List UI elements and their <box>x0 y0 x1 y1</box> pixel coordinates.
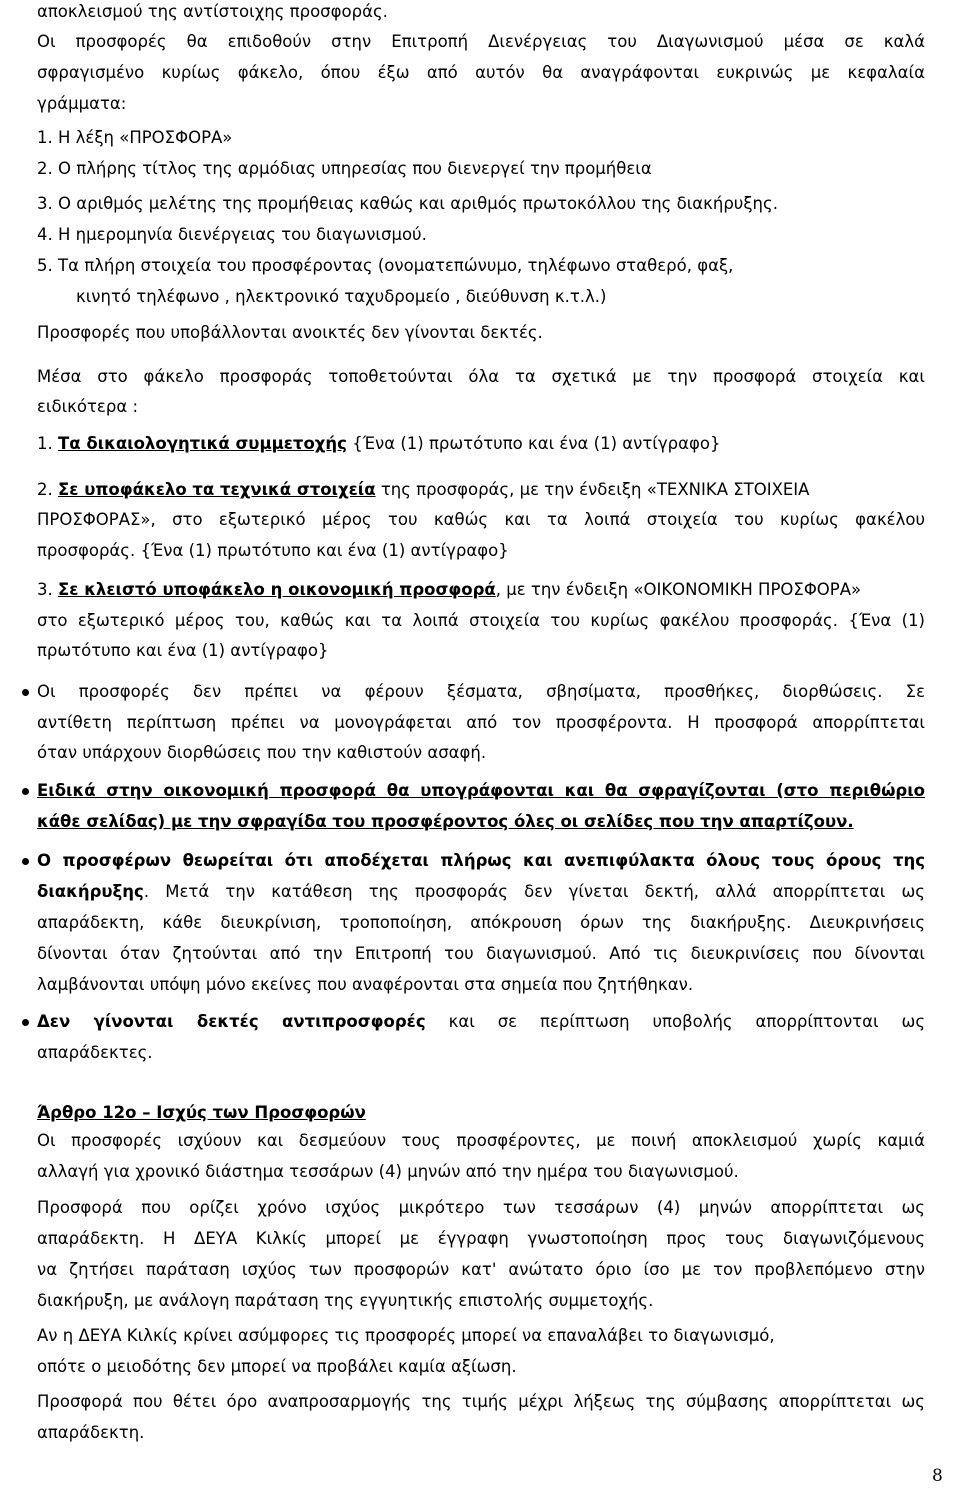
paragraph: να ζητήσει παράταση ισχύος των προσφορών κατ' ανώτατο όριο ίσο με τον προβλεπόμενο στην <box>37 1260 925 1279</box>
paragraph: Προσφορά που θέτει όρο αναπροσαρμογής της τιμής μέχρι λήξεως της σύμβασης απορρίπτεται ως <box>37 1392 925 1411</box>
paragraph: ειδικότερα : <box>37 397 139 416</box>
article-heading: Άρθρο 12ο – Ισχύς των Προσφορών <box>37 1103 366 1122</box>
text-line: αποκλεισμού της αντίστοιχης προσφοράς. <box>37 2 388 21</box>
bullet-text: αντίθετη περίπτωση πρέπει να μονογράφεται από τον προσφέροντα. Η προσφορά απορρίπτεται <box>37 713 925 732</box>
bullet-icon <box>22 788 29 795</box>
text-line: πρωτότυπο και ένα (1) αντίγραφο} <box>37 641 329 660</box>
item-text: {Ένα (1) πρωτότυπο και ένα (1) αντίγραφο} <box>346 434 721 453</box>
bullet-icon <box>22 689 29 696</box>
list-item: 2. Ο πλήρης τίτλος της αρμόδιας υπηρεσίας που διενεργεί την προμήθεια <box>37 159 652 178</box>
text-line: προσφοράς. {Ένα (1) πρωτότυπο και ένα (1) αντίγραφο} <box>37 541 509 560</box>
paragraph: Αν η ΔΕΥΑ Κιλκίς κρίνει ασύμφορες τις προσφορές μπορεί να επαναλάβει το διαγωνισμό, <box>37 1326 775 1345</box>
paragraph: αλλαγή για χρονικό διάστημα τεσσάρων (4) μηνών από την ημέρα του διαγωνισμού. <box>37 1162 739 1181</box>
bullet-text: όταν υπάρχουν διορθώσεις που την καθιστούν ασαφή. <box>37 743 487 762</box>
text-line: ΠΡΟΣΦΟΡΑΣ», στο εξωτερικό μέρος του καθώς και τα λοιπά στοιχεία του κυρίως φακέλου <box>37 510 925 529</box>
list-item: 4. Η ημερομηνία διενέργειας του διαγωνισμού. <box>37 225 427 244</box>
page-number: 8 <box>932 1466 943 1486</box>
item-title: Τα δικαιολογητικά συμμετοχής <box>58 434 347 453</box>
bullet-text <box>37 1012 925 1032</box>
text-line: σφραγισμένο κυρίως φάκελο, όπου έξω από αυτόν θα αναγράφονται ευκρινώς με κεφαλαία <box>37 63 925 82</box>
bold-text: διακήρυξης <box>37 882 144 901</box>
bullet-text: λαμβάνονται υπόψη μόνο εκείνες που αναφέρονται στα σημεία που ζητήθηκαν. <box>37 975 694 994</box>
bullet-text: Οι προσφορές δεν πρέπει να φέρουν ξέσματα, σβησίματα, προσθήκες, διορθώσεις. Σε <box>37 682 925 701</box>
item-text: , με την ένδειξη «ΟΙΚΟΝΟΜΙΚΗ ΠΡΟΣΦΟΡΑ» <box>495 580 862 599</box>
bullet-icon <box>22 1019 29 1026</box>
text-line: Οι προσφορές θα επιδοθούν στην Επιτροπή Διενέργειας του Διαγωνισμού μέσα σε καλά <box>37 32 925 51</box>
bullet-text: απαράδεκτες. <box>37 1043 153 1062</box>
item-title: Σε κλειστό υποφάκελο η οικονομική προσφορά <box>58 580 496 599</box>
plain-text: . Μετά την κατάθεση της προσφοράς δεν γίνεται δεκτή, αλλά απορρίπτεται ως <box>143 882 925 901</box>
document-item-1 <box>37 434 720 454</box>
plain-text: και σε περίπτωση υποβολής απορρίπτονται ως <box>425 1012 926 1031</box>
item-number: 1. <box>37 434 53 453</box>
text-line: στο εξωτερικό μέρος του, καθώς και τα λοιπά στοιχεία του κυρίως φακέλου προσφοράς. {Ένα (1) <box>37 611 925 630</box>
paragraph: Οι προσφορές ισχύουν και δεσμεύουν τους προσφέροντες, με ποινή αποκλεισμού χωρίς καμιά <box>37 1131 925 1150</box>
document-item-2 <box>37 480 809 500</box>
list-item: 1. Η λέξη «ΠΡΟΣΦΟΡΑ» <box>37 128 233 147</box>
bullet-icon <box>22 858 29 865</box>
bullet-text: Ειδικά στην οικονομική προσφορά θα υπογράφονται και θα σφραγίζονται (στο περιθώριο <box>37 781 925 800</box>
bullet-text <box>37 882 925 902</box>
paragraph: Προσφορά που ορίζει χρόνο ισχύος μικρότερο των τεσσάρων (4) μηνών απορρίπτεται ως <box>37 1198 925 1217</box>
document-item-3 <box>37 580 861 600</box>
item-number: 2. <box>37 480 53 499</box>
bold-text: Δεν γίνονται δεκτές αντιπροσφορές <box>37 1012 426 1031</box>
paragraph: απαράδεκτη. Η ΔΕΥΑ Κιλκίς μπορεί με έγγραφη γνωστοποίηση προς τους διαγωνιζόμενους <box>37 1229 925 1248</box>
paragraph: Προσφορές που υποβάλλονται ανοικτές δεν γίνονται δεκτές. <box>37 323 543 342</box>
item-text: της προσφοράς, με την ένδειξη «ΤΕΧΝΙΚΑ ΣΤΟΙΧΕΙΑ <box>375 480 810 499</box>
list-item: 5. Τα πλήρη στοιχεία του προσφέροντας (ονοματεπώνυμο, τηλέφωνο σταθερό, φαξ, <box>37 256 734 275</box>
bullet-text: Ο προσφέρων θεωρείται ότι αποδέχεται πλήρως και ανεπιφύλακτα όλους τους όρους της <box>37 851 925 870</box>
item-title: Σε υποφάκελο τα τεχνικά στοιχεία <box>58 480 376 499</box>
bullet-text: απαράδεκτη, κάθε διευκρίνιση, τροποποίηση, απόκρουση όρων της διακήρυξης. Διευκρινήσεις <box>37 913 925 932</box>
bullet-text: δίνονται όταν ζητούνται από την Επιτροπή του διαγωνισμού. Από τις διευκρινίσεις που δίνονται <box>37 944 925 963</box>
paragraph: διακήρυξη, με ανάλογη παράταση της εγγυητικής επιστολής συμμετοχής. <box>37 1291 654 1310</box>
bullet-text: κάθε σελίδας) με την σφραγίδα του προσφέροντος όλες οι σελίδες που την απαρτίζουν. <box>37 812 854 831</box>
list-item-continuation: κινητό τηλέφωνο , ηλεκτρονικό ταχυδρομείο , διεύθυνση κ.τ.λ.) <box>76 287 607 306</box>
text-line: γράμματα: <box>37 94 127 113</box>
paragraph: οπότε ο μειοδότης δεν μπορεί να προβάλει καμία αξίωση. <box>37 1357 517 1376</box>
paragraph: απαράδεκτη. <box>37 1423 145 1442</box>
paragraph: Μέσα στο φάκελο προσφοράς τοποθετούνται όλα τα σχετικά με την προσφορά στοιχεία και <box>37 367 925 386</box>
list-item: 3. Ο αριθμός μελέτης της προμήθειας καθώς και αριθμός πρωτοκόλλου της διακήρυξης. <box>37 194 778 213</box>
item-number: 3. <box>37 580 53 599</box>
